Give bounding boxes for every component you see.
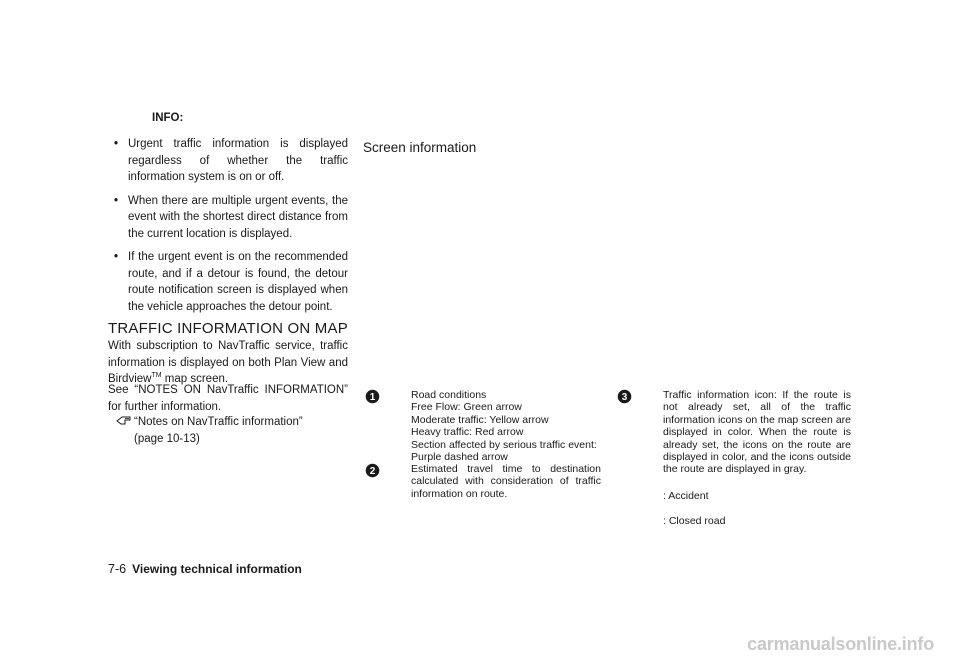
watermark: carmanualsonline.info <box>747 634 934 654</box>
bullet-text: If the urgent event is on the recommended route, and if a detour is found, the detour route notification screen is displayed when the vehicle approaches the detour point. <box>128 251 348 313</box>
trademark-mark: TM <box>151 372 162 380</box>
intro-text: With subscription to NavTraffic service, traffic information is displayed on both Plan View and Birdview <box>108 340 348 385</box>
reference-title[interactable]: “Notes on NavTraffic information” <box>134 416 303 428</box>
item-1-line: Purple dashed arrow <box>411 451 508 464</box>
see-notes-paragraph: See “NOTES ON NavTraffic INFORMATION” for further information. <box>108 384 348 413</box>
item-1-line: Moderate traffic: Yellow arrow <box>411 413 549 426</box>
info-label: INFO: <box>152 112 184 124</box>
intro-paragraph <box>108 338 348 388</box>
item-2-number: 2 <box>369 466 376 477</box>
item-3-traffic-icon-info: Traffic information icon: If the route is not already set, all of the traffic information icons on the map screen are displayed in color. When the route is already set, the icons on the route are displayed in color, and the icons outside the route are displayed in gray. <box>663 389 851 476</box>
bullet-dot: • <box>114 194 119 207</box>
item-2-number-icon <box>365 463 380 478</box>
screen-info-heading: Screen information <box>363 140 477 155</box>
item-1-road-conditions <box>411 389 601 463</box>
closed-road-legend: : Closed road <box>663 515 726 527</box>
bullet-text: Urgent traffic information is displayed regardless of whether the traffic information system is on or off. <box>128 138 348 183</box>
item-1-line: Section affected by serious traffic event: <box>411 438 597 451</box>
page-footer <box>108 562 302 576</box>
item-1-line: Road conditions <box>411 389 487 401</box>
bullet-dot: • <box>114 251 119 263</box>
item-1-number-icon <box>365 389 380 404</box>
intro-text-end: map screen. <box>161 373 229 385</box>
item-2-travel-time: Estimated travel time to destination calculated with consideration of traffic information on route. <box>411 463 601 500</box>
list-item <box>108 136 348 186</box>
list-item <box>108 249 348 315</box>
info-bullet-list <box>108 136 348 322</box>
section-heading: TRAFFIC INFORMATION ON MAP <box>108 320 348 337</box>
bullet-dot: • <box>114 138 119 150</box>
cross-reference[interactable] <box>116 414 303 447</box>
accident-legend: : Accident <box>663 490 709 502</box>
item-1-number: 1 <box>369 392 376 403</box>
list-item <box>108 193 348 243</box>
footer-section-title: Viewing technical information <box>132 562 302 576</box>
reference-page: (page 10-13) <box>134 432 200 445</box>
bullet-text: When there are multiple urgent events, the event with the shortest direct distance from the current location is displayed. <box>128 194 348 240</box>
reference-pointer-icon <box>116 414 132 426</box>
item-1-line: Heavy traffic: Red arrow <box>411 426 524 439</box>
item-3-number: 3 <box>621 392 628 403</box>
item-1-line: Free Flow: Green arrow <box>411 401 522 414</box>
page-number: 7-6 <box>108 562 127 576</box>
item-3-number-icon <box>617 389 632 404</box>
